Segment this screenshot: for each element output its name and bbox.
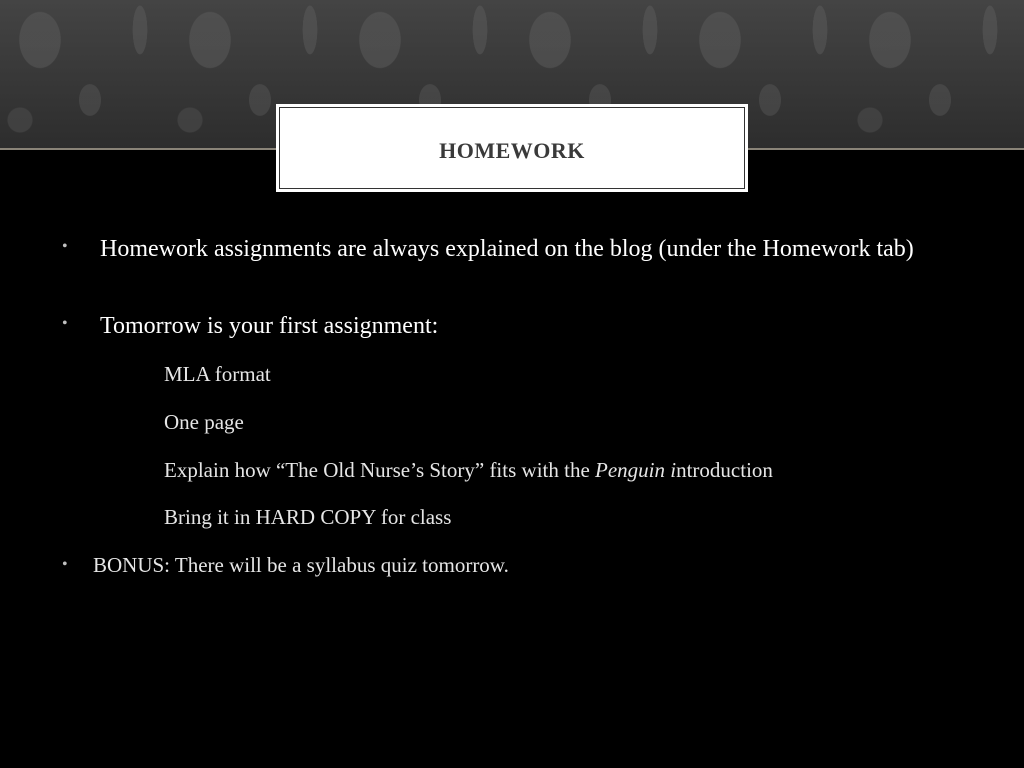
bullet-text: Homework assignments are always explained on the blog (under the Homework tab) [100, 236, 914, 262]
sub-item [164, 458, 773, 483]
bullet-dot: • [62, 238, 68, 255]
sub-item-text: Explain how “The Old Nurse’s Story” fits with the [164, 458, 596, 482]
bullet-dot: • [62, 315, 68, 332]
slide-title: HOMEWORK [439, 138, 585, 163]
bullet-dot: • [62, 556, 68, 573]
book-title: Penguin i [595, 458, 677, 482]
sub-item: MLA format [164, 362, 271, 386]
sub-item-text: ntroduction [676, 458, 773, 482]
sub-item: One page [164, 410, 244, 434]
bullet-text: Tomorrow is your first assignment: [100, 313, 439, 339]
sub-item: Bring it in HARD COPY for class [164, 505, 452, 529]
bonus-text: BONUS: There will be a syllabus quiz tomorrow. [93, 553, 509, 577]
